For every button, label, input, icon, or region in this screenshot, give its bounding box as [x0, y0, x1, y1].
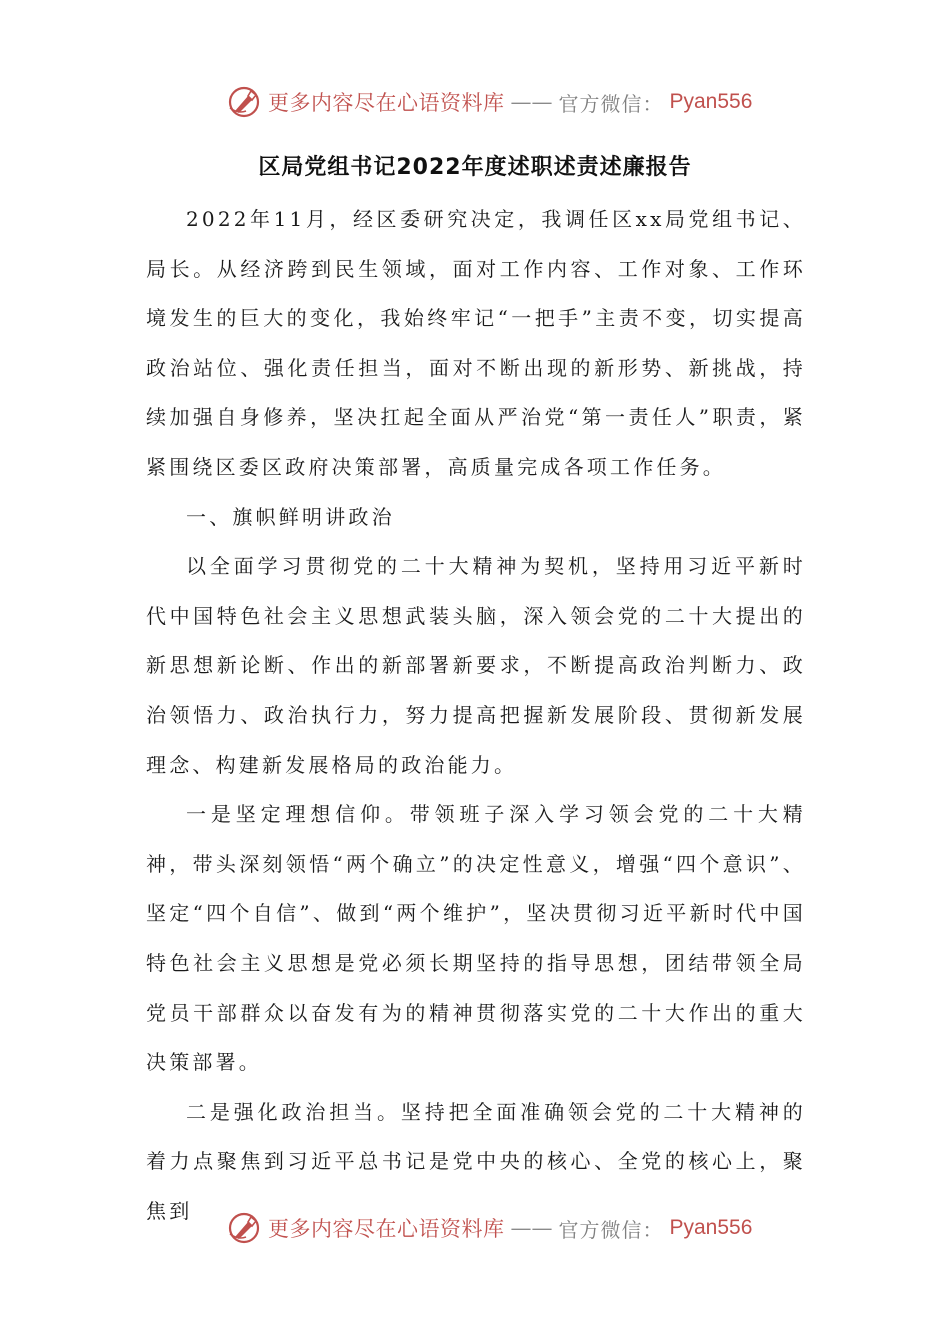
watermark-banner-top	[226, 82, 752, 122]
watermark-banner-bottom	[226, 1208, 752, 1248]
watermark-wechat-label: 官方微信：	[558, 91, 664, 116]
watermark-brand-text: 更多内容尽在心语资料库	[268, 1217, 505, 1241]
paragraph-point-one: 一是坚定理想信仰。带领班子深入学习领会党的二十大精神，带头深刻领悟“两个确立”的决定性意义，增强“四个意识”、坚定“四个自信”、做到“两个维护”，坚决贯彻习近平新时代中国特色社会主义思想是党必须长期坚持的指导思想，团结带领全局党员干部群众以奋发有为的精神贯彻落实党的二十大作出的重大决策部署。	[146, 802, 806, 1075]
watermark-wechat-label: 官方微信：	[558, 1217, 664, 1242]
paragraph-intro: 2022年11月，经区委研究决定，我调任区xx局党组书记、局长。从经济跨到民生领域，面对工作内容、工作对象、工作环境发生的巨大的变化，我始终牢记“一把手”主责不变，切实提高政治站位、强化责任担当，面对不断出现的新形势、新挑战，持续加强自身修养，坚决扛起全面从严治党“第一责任人”职责，紧紧围绕区委区政府决策部署，高质量完成各项工作任务。	[146, 207, 806, 479]
watermark-separator: ——	[510, 90, 553, 114]
pen-nib-logo-icon	[226, 84, 262, 120]
document-body	[146, 195, 806, 1236]
watermark-wechat-id: Pyan556	[669, 90, 753, 113]
section-heading: 一、旗帜鲜明讲政治	[186, 504, 395, 529]
watermark-brand-text: 更多内容尽在心语资料库	[268, 91, 505, 115]
document-title: 区局党组书记2022年度述职述责述廉报告	[258, 155, 692, 180]
pen-nib-logo-icon	[226, 1210, 262, 1246]
watermark-wechat-id: Pyan556	[669, 1216, 753, 1239]
paragraph-section-intro: 以全面学习贯彻党的二十大精神为契机，坚持用习近平新时代中国特色社会主义思想武装头脑，深入领会党的二十大提出的新思想新论断、作出的新部署新要求，不断提高政治判断力、政治领悟力、政治执行力，努力提高把握新发展阶段、贯彻新发展理念、构建新发展格局的政治能力。	[146, 554, 806, 777]
watermark-separator: ——	[510, 1216, 553, 1240]
paragraph-point-two: 二是强化政治担当。坚持把全面准确领会党的二十大精神的着力点聚焦到习近平总书记是党中央的核心、全党的核心上，聚焦到	[146, 1099, 806, 1223]
